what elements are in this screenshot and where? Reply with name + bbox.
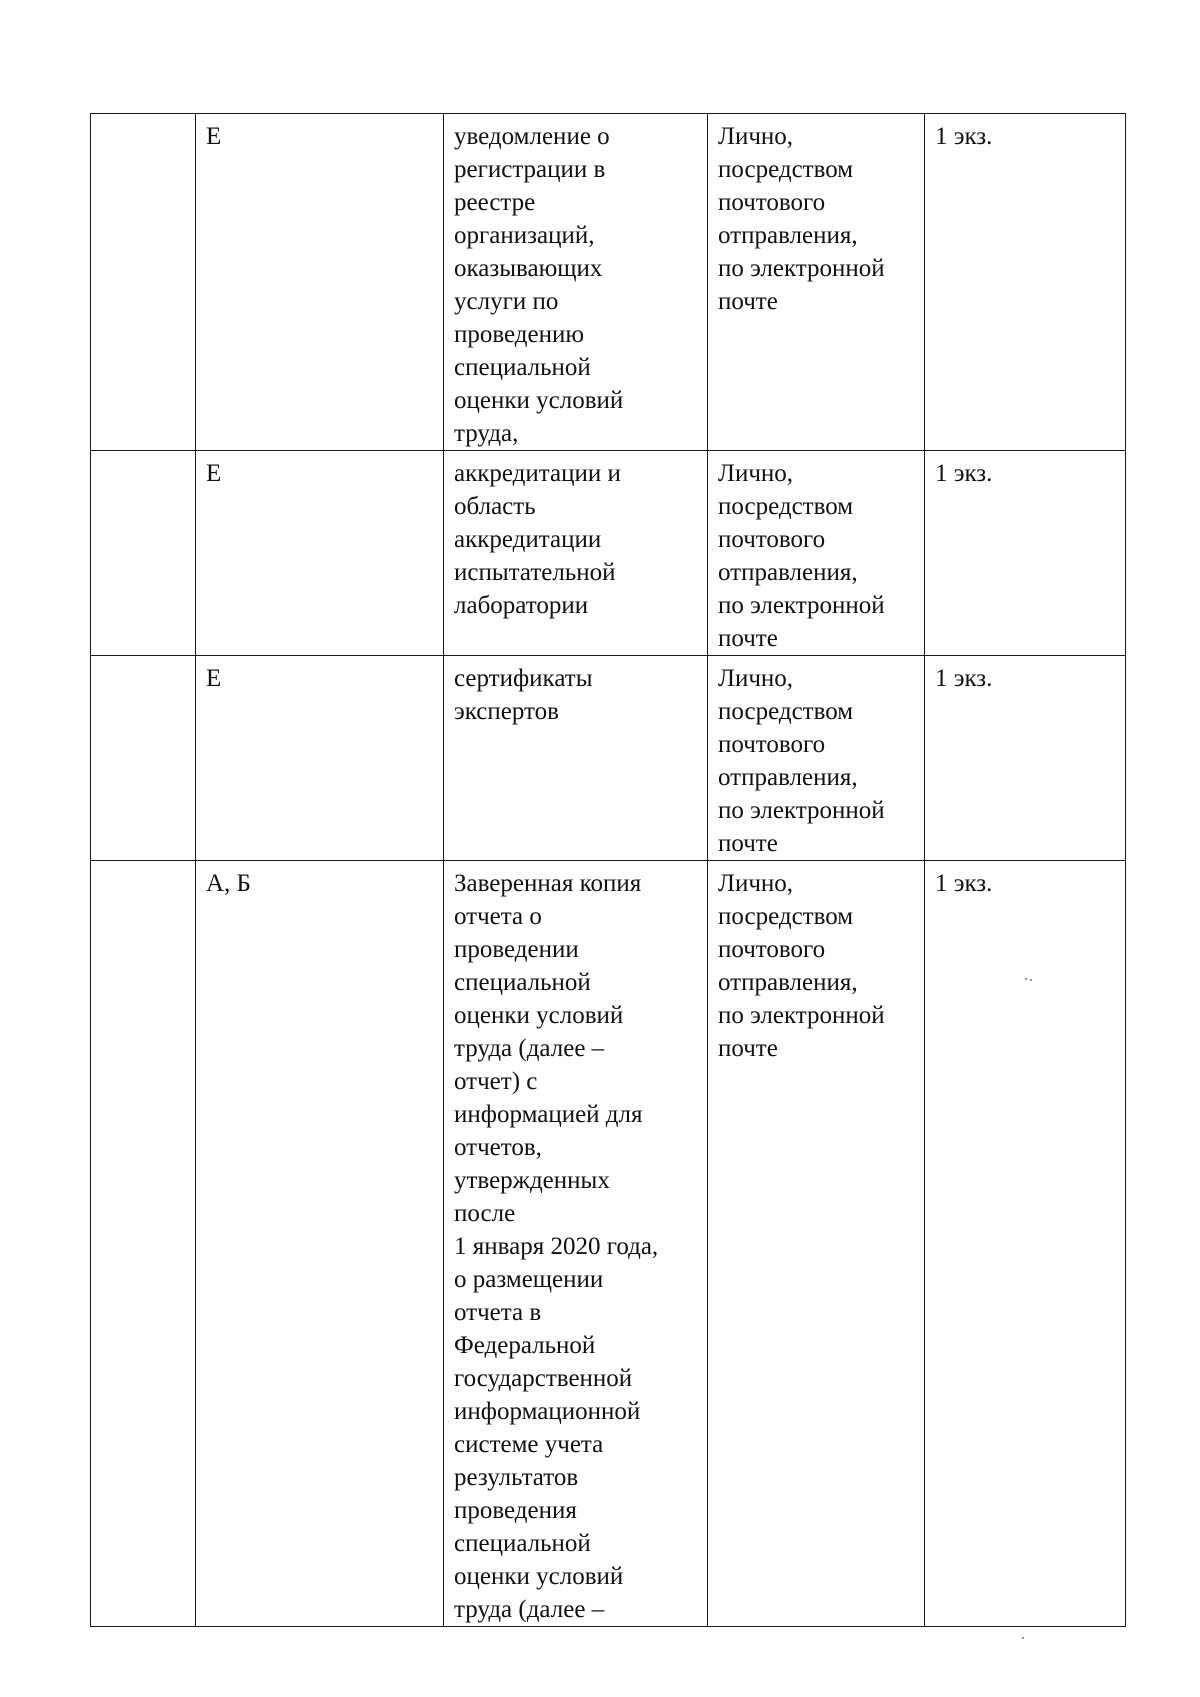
applicant-code-cell: Е: [196, 114, 444, 451]
table-row: [91, 114, 1126, 451]
scan-speck: [1025, 978, 1027, 980]
copies-cell: 1 экз.: [925, 451, 1126, 656]
table-row: [91, 451, 1126, 656]
scan-speck: [1030, 979, 1032, 981]
copies-cell: 1 экз.: [925, 861, 1126, 1627]
submission-method-cell: Лично, посредством почтового отправления, по электронной почте: [708, 451, 925, 656]
row-number-cell: [91, 861, 196, 1627]
row-number-cell: [91, 656, 196, 861]
table-row: [91, 656, 1126, 861]
copies-cell: 1 экз.: [925, 656, 1126, 861]
document-name-cell: сертификаты экспертов: [444, 656, 708, 861]
document-name-cell: аккредитации и область аккредитации испытательной лаборатории: [444, 451, 708, 656]
applicant-code-cell: А, Б: [196, 861, 444, 1627]
document-name-cell: уведомление о регистрации в реестре организаций, оказывающих услуги по проведению специальной оценки условий труда,: [444, 114, 708, 451]
document-name-cell: Заверенная копия отчета о проведении специальной оценки условий труда (далее – отчет) с информацией для отчетов, утвержденных после 1 января 2020 года, о размещении отчета в Федеральной государственной информационной системе учета результатов проведения специальной оценки условий труда (далее –: [444, 861, 708, 1627]
submission-method-cell: Лично, посредством почтового отправления, по электронной почте: [708, 656, 925, 861]
row-number-cell: [91, 114, 196, 451]
submission-method-cell: Лично, посредством почтового отправления, по электронной почте: [708, 861, 925, 1627]
applicant-code-cell: Е: [196, 656, 444, 861]
applicant-code-cell: Е: [196, 451, 444, 656]
documents-table: [90, 113, 1126, 1627]
copies-cell: 1 экз.: [925, 114, 1126, 451]
scan-speck: [1022, 1637, 1024, 1639]
submission-method-cell: Лично, посредством почтового отправления, по электронной почте: [708, 114, 925, 451]
row-number-cell: [91, 451, 196, 656]
table-row: [91, 861, 1126, 1627]
